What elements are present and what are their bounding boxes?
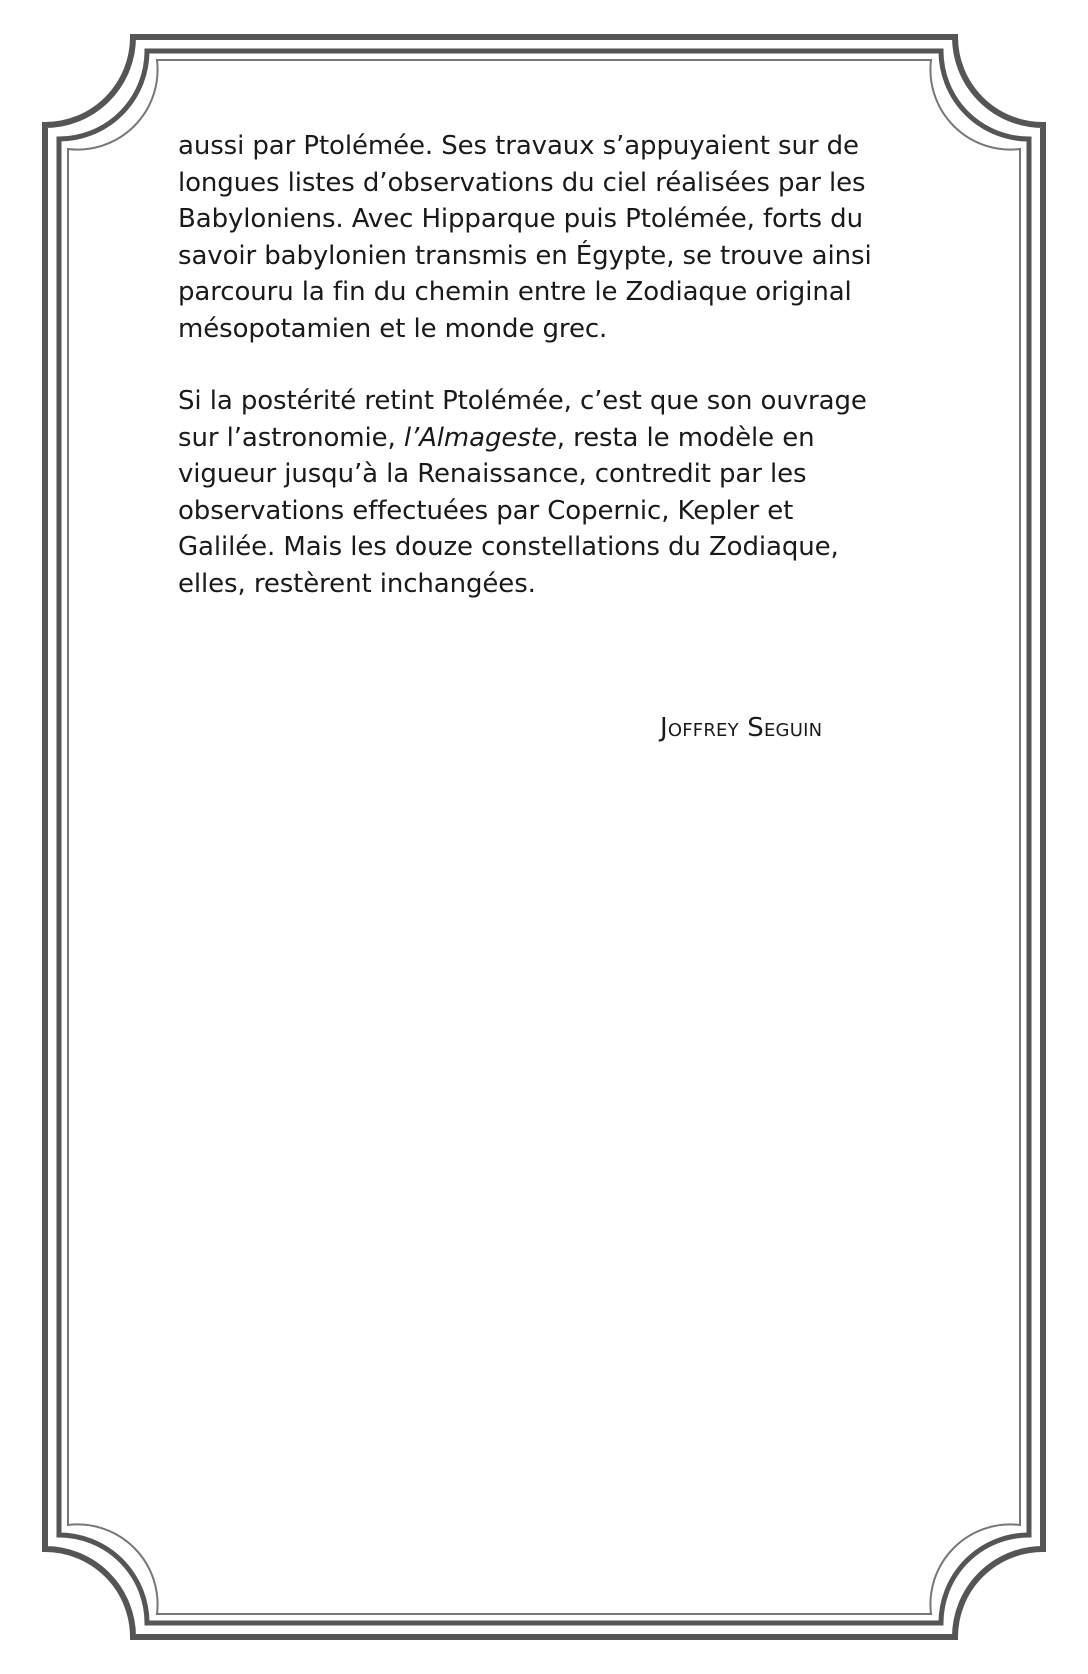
text-line: Babyloniens. Avec Hipparque puis Ptolémée, forts du [178,204,863,234]
text-line: savoir babylonien transmis en Égypte, se trouve ainsi [178,240,872,271]
text-line: mésopotamien et le monde grec. [178,313,608,344]
text-segment: sur l’astronomie, [178,422,404,453]
text-line [178,420,918,457]
text-line: Galilée. Mais les douze constellations du Zodiaque, [178,532,839,562]
text-line: aussi par Ptolémée. Ses travaux s’appuyaient sur de [178,131,859,161]
text-line: longues listes d’observations du ciel réalisées par les [178,167,866,198]
author-signature: Joffrey Seguin [660,713,823,743]
text-segment: , resta le modèle en [556,422,815,453]
text-line: observations effectuées par Copernic, Kepler et [178,495,794,526]
text-line: elles, restèrent inchangées. [178,568,536,599]
paragraph-2 [178,383,918,602]
text-body [178,128,918,638]
text-line: parcouru la fin du chemin entre le Zodiaque original [178,277,852,307]
text-line: Si la postérité retint Ptolémée, c’est que son ouvrage [178,386,867,416]
book-title-almageste: l’Almageste [403,422,557,453]
text-line: vigueur jusqu’à la Renaissance, contredit par les [178,459,807,489]
paragraph-1 [178,128,918,347]
